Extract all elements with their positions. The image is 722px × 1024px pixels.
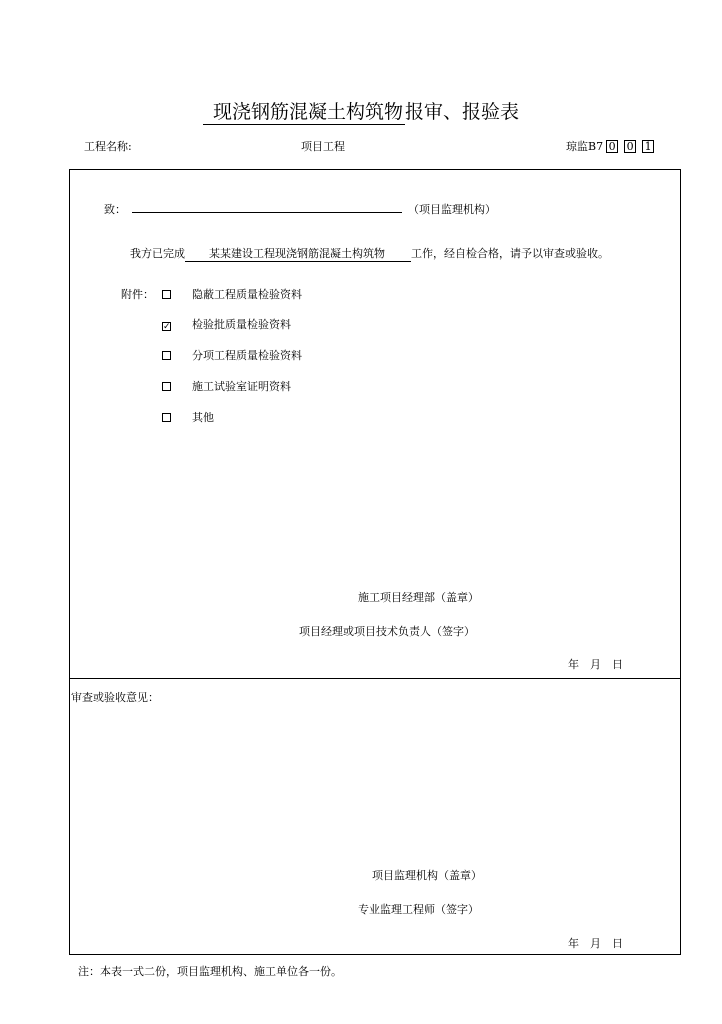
attachment-item	[162, 286, 302, 302]
attachment-checkbox[interactable]	[162, 382, 171, 391]
attachment-label: 分项工程质量检验资料	[192, 349, 302, 362]
supervisor-date: 年 月 日	[568, 937, 623, 950]
code-digit-box: 0	[606, 140, 618, 153]
completed-prefix: 我方已完成	[130, 247, 185, 260]
attachment-label: 隐蔽工程质量检验资料	[192, 288, 302, 301]
attachment-checkbox[interactable]	[162, 290, 171, 299]
contractor-date: 年 月 日	[568, 658, 623, 671]
code-digit-box: 1	[642, 140, 654, 153]
code-digit-box: 0	[624, 140, 636, 153]
contractor-signer-label: 项目经理或项目技术负责人（签字）	[299, 625, 475, 638]
supervisor-seal-label: 项目监理机构（盖章）	[372, 869, 482, 882]
to-suffix: （项目监理机构）	[408, 203, 496, 216]
attachment-item	[162, 378, 291, 394]
supervisor-signer-label: 专业监理工程师（签字）	[358, 903, 479, 916]
attachment-item	[162, 316, 291, 332]
review-opinion-label: 审查或验收意见：	[71, 691, 159, 704]
attachment-label: 其他	[192, 411, 214, 424]
attachment-item	[162, 347, 302, 363]
attachment-checkbox-checked[interactable]	[162, 322, 171, 331]
form-code-prefix: 琼监B7	[566, 140, 604, 153]
completion-row	[130, 245, 609, 262]
attachments-label: 附件：	[121, 288, 154, 301]
to-label: 致：	[104, 203, 126, 216]
footer-note: 注：本表一式二份，项目监理机构、施工单位各一份。	[78, 965, 342, 978]
attachment-label: 检验批质量检验资料	[192, 318, 291, 331]
completed-suffix: 工作，经自检合格，请予以审查或验收。	[411, 247, 609, 260]
attachment-label: 施工试验室证明资料	[192, 380, 291, 393]
form-code	[566, 138, 654, 154]
attachment-checkbox[interactable]	[162, 351, 171, 360]
title-suffix: 报审、报验表	[405, 101, 520, 123]
project-name-label: 工程名称:	[84, 140, 132, 153]
title-project-type: 现浇钢筋混凝土构筑物	[203, 101, 405, 125]
attachment-checkbox[interactable]	[162, 413, 171, 422]
completed-work-value[interactable]: 某某建设工程现浇钢筋混凝土构筑物	[185, 245, 411, 262]
form-body-frame	[69, 169, 681, 955]
check-icon: ✓	[163, 322, 171, 332]
form-title	[0, 97, 722, 124]
section-divider	[69, 678, 681, 679]
project-name-value: 项目工程	[301, 140, 345, 153]
addressee-row	[104, 201, 496, 217]
addressee-blank[interactable]	[132, 202, 402, 213]
contractor-seal-label: 施工项目经理部（盖章）	[358, 591, 479, 604]
attachment-item	[162, 409, 214, 425]
